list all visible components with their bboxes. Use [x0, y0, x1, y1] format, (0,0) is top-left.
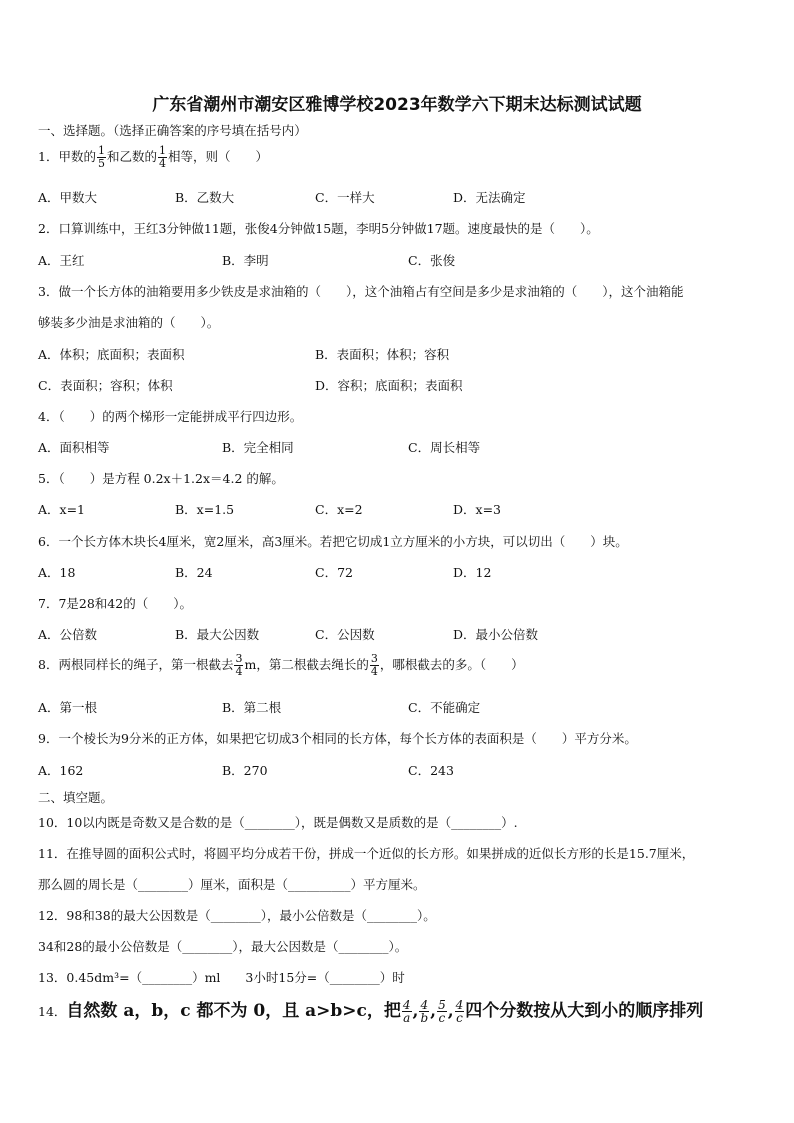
q4-option-a: A．面积相等 [38, 440, 110, 455]
q5-option-c: C．x=2 [315, 502, 363, 517]
question-12-line-2: 34和28的最小公倍数是（________），最大公因数是（________）。 [38, 939, 408, 954]
q1-option-d: D．无法确定 [453, 190, 526, 205]
q2-option-a: A．王红 [38, 253, 85, 268]
q7-option-c: C．公因数 [315, 627, 375, 642]
question-11-line-2: 那么圆的周长是（________）厘米，面积是（__________）平方厘米。 [38, 877, 426, 892]
q2-option-c: C．张俊 [408, 253, 456, 268]
q6-option-b: B．24 [175, 565, 213, 580]
fraction: $\frac{4}{a}$ [402, 998, 411, 1025]
q6-option-a: A．18 [38, 565, 76, 580]
question-12-line-1: 12．98和38的最大公因数是（________），最小公倍数是（________）。 [38, 908, 436, 923]
question-3-line-1: 3．做一个长方体的油箱要用多少铁皮是求油箱的（ ），这个油箱占有空间是多少是求油箱的（ ），这个油箱能 [38, 284, 684, 299]
q7-option-b: B．最大公因数 [175, 627, 260, 642]
fraction: $\frac{1}{5}$ [97, 144, 105, 170]
fraction: $\frac{3}{4}$ [235, 652, 243, 678]
q9-option-c: C．243 [408, 763, 454, 778]
q7-option-a: A．公倍数 [38, 627, 98, 642]
q7-option-d: D．最小公倍数 [453, 627, 539, 642]
question-2: 2．口算训练中，王红3分钟做11题，张俊4分钟做15题，李明5分钟做17题。速度最快的是（ ）。 [38, 221, 599, 236]
q3-option-d: D．容积；底面积；表面积 [315, 378, 463, 393]
section-heading-fill: 二、填空题。 [38, 790, 114, 805]
question-8: 8．两根同样长的绳子，第一根截去 $\frac{3}{4}$ m，第二根截去绳长的 $\frac{3}{4}$ ，哪根截去的多。（ ） [38, 652, 524, 678]
q1-option-c: C．一样大 [315, 190, 375, 205]
q9-option-b: B．270 [222, 763, 268, 778]
q1-option-a: A．甲数大 [38, 190, 98, 205]
q3-option-c: C．表面积；容积；体积 [38, 378, 173, 393]
q8-option-b: B．第二根 [222, 700, 282, 715]
q8-option-a: A．第一根 [38, 700, 98, 715]
question-13: 13．0.45dm³=（________）ml 3小时15分=（________）时 [38, 970, 405, 985]
q5-option-a: A．x=1 [38, 502, 86, 517]
question-9: 9．一个棱长为9分米的正方体，如果把它切成3个相同的长方体，每个长方体的表面积是（ ）平方分米。 [38, 731, 637, 746]
q4-option-c: C．周长相等 [408, 440, 481, 455]
question-4: 4．（ ）的两个梯形一定能拼成平行四边形。 [38, 409, 303, 424]
question-7: 7．7是28和42的（ ）。 [38, 596, 192, 611]
fraction: $\frac{3}{4}$ [370, 652, 378, 678]
section-heading-choice: 一、选择题。（选择正确答案的序号填在括号内） [38, 123, 307, 138]
q6-option-d: D．12 [453, 565, 492, 580]
question-10: 10．10以内既是奇数又是合数的是（________），既是偶数又是质数的是（________）. [38, 815, 518, 830]
question-5: 5．（ ）是方程 0.2x＋1.2x＝4.2 的解。 [38, 471, 284, 486]
fraction: $\frac{4}{b}$ [420, 998, 429, 1025]
fraction: $\frac{4}{c}$ [455, 998, 464, 1025]
q3-option-a: A．体积；底面积；表面积 [38, 347, 185, 362]
q4-option-b: B．完全相同 [222, 440, 294, 455]
q3-option-b: B．表面积；体积；容积 [315, 347, 450, 362]
question-1: 1．甲数的 $\frac{1}{5}$ 和乙数的 $\frac{1}{4}$ 相等，则（ ） [38, 144, 268, 170]
q5-option-d: D．x=3 [453, 502, 501, 517]
question-6: 6．一个长方体木块长4厘米，宽2厘米，高3厘米。若把它切成1立方厘米的小方块，可以切出（ ）块。 [38, 534, 628, 549]
q1-option-b: B．乙数大 [175, 190, 235, 205]
fraction: $\frac{1}{4}$ [158, 144, 166, 170]
page-title: 广东省潮州市潮安区雅博学校2023年数学六下期末达标测试试题 [152, 95, 642, 115]
q5-option-b: B．x=1.5 [175, 502, 235, 517]
question-14: 14．自然数 a，b，c 都不为 0，且 a>b>c，把 $\frac{4}{a}$ , $\frac{4}{b}$ , $\frac{5}{c}$ , $\frac{4}{c}$ 四个分数按从大到小的顺序排列 [38, 998, 704, 1025]
fraction: $\frac{5}{c}$ [438, 998, 446, 1025]
q8-option-c: C．不能确定 [408, 700, 481, 715]
question-3-line-2: 够装多少油是求油箱的（ ）。 [38, 315, 220, 330]
q9-option-a: A．162 [38, 763, 84, 778]
question-11-line-1: 11．在推导圆的面积公式时，将圆平均分成若干份，拼成一个近似的长方形。如果拼成的近似长方形的长是15.7厘米， [38, 846, 695, 861]
q2-option-b: B．李明 [222, 253, 269, 268]
q6-option-c: C．72 [315, 565, 353, 580]
